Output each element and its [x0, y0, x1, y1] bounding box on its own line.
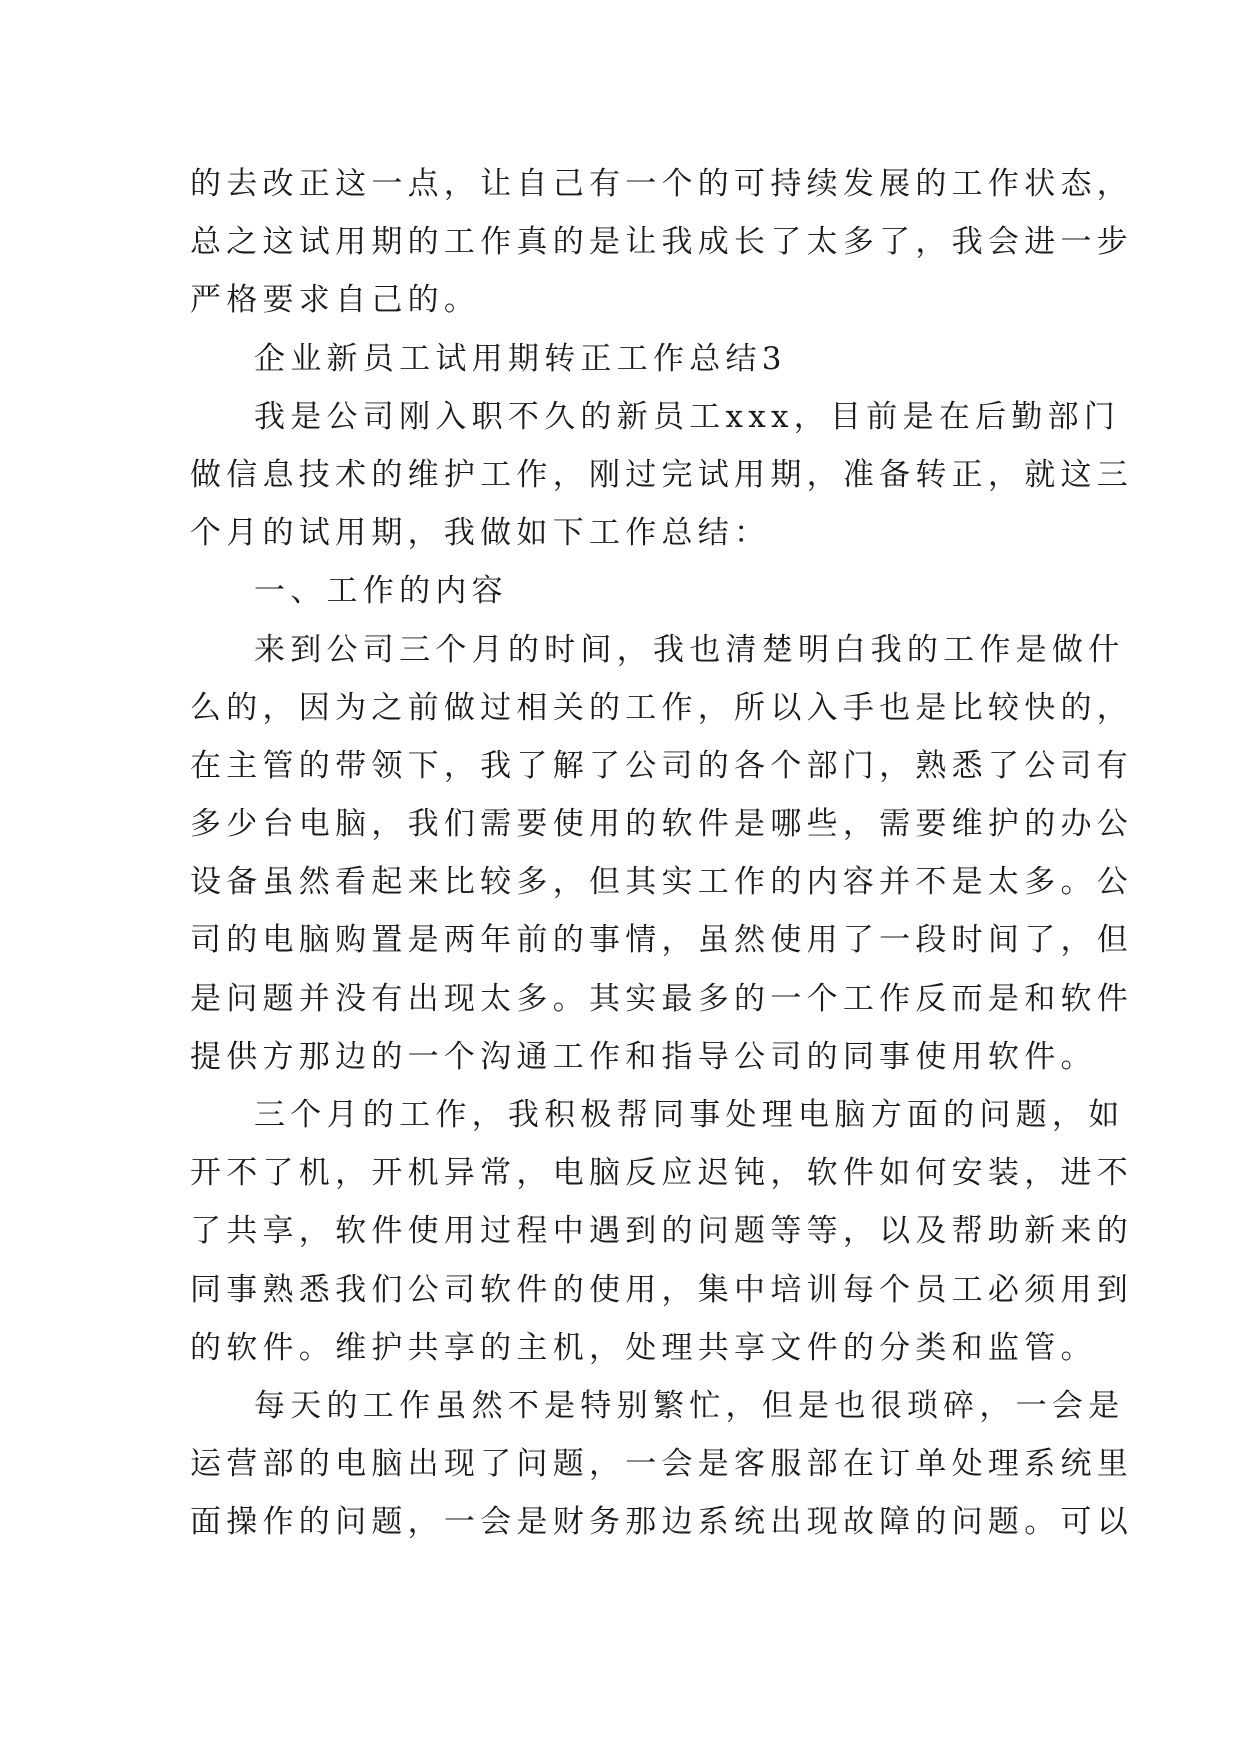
document-body — [190, 155, 1134, 1552]
text-line: 开不了机，开机异常，电脑反应迟钝，软件如何安装，进不 — [190, 1155, 1134, 1192]
text-line: 一、工作的内容 — [254, 573, 508, 610]
text-line: 的软件。维护共享的主机，处理共享文件的分类和监管。 — [190, 1329, 1097, 1366]
text-line: 司的电脑购置是两年前的事情，虽然使用了一段时间了，但 — [190, 922, 1134, 959]
text-line: 来到公司三个月的时间，我也清楚明白我的工作是做什 — [254, 631, 1125, 668]
text-line: 在主管的带领下，我了解了公司的各个部门，熟悉了公司有 — [190, 747, 1134, 784]
text-line: 三个月的工作，我积极帮同事处理电脑方面的问题，如 — [254, 1097, 1125, 1133]
text-line: 企业新员工试用期转正工作总结3 — [254, 340, 787, 377]
text-line: 每天的工作虽然不是特别繁忙，但是也很琐碎，一会是 — [254, 1387, 1125, 1424]
text-line: 面操作的问题，一会是财务那边系统出现故障的问题。可以 — [190, 1504, 1134, 1541]
text-line: 总之这试用期的工作真的是让我成长了太多了，我会进一步 — [190, 224, 1134, 261]
text-line: 是问题并没有出现太多。其实最多的一个工作反而是和软件 — [190, 980, 1134, 1017]
text-line: 了共享，软件使用过程中遇到的问题等等，以及帮助新来的 — [190, 1213, 1134, 1250]
text-line: 多少台电脑，我们需要使用的软件是哪些，需要维护的办公 — [190, 806, 1134, 843]
text-line: 提供方那边的一个沟通工作和指导公司的同事使用软件。 — [190, 1038, 1097, 1075]
text-line: 同事熟悉我们公司软件的使用，集中培训每个员工必须用到 — [190, 1271, 1134, 1308]
text-line: 的去改正这一点，让自己有一个的可持续发展的工作状态， — [190, 166, 1134, 202]
text-line: 运营部的电脑出现了问题，一会是客服部在订单处理系统里 — [190, 1446, 1134, 1483]
text-line: 么的，因为之前做过相关的工作，所以入手也是比较快的， — [190, 689, 1134, 726]
text-line: 设备虽然看起来比较多，但其实工作的内容并不是太多。公 — [190, 864, 1134, 901]
text-line: 做信息技术的维护工作，刚过完试用期，准备转正，就这三 — [190, 456, 1134, 493]
text-line: 严格要求自己的。 — [190, 282, 481, 319]
text-line: 个月的试用期，我做如下工作总结： — [190, 515, 771, 552]
text-line: 我是公司刚入职不久的新员工xxx，目前是在后勤部门 — [254, 398, 1121, 435]
